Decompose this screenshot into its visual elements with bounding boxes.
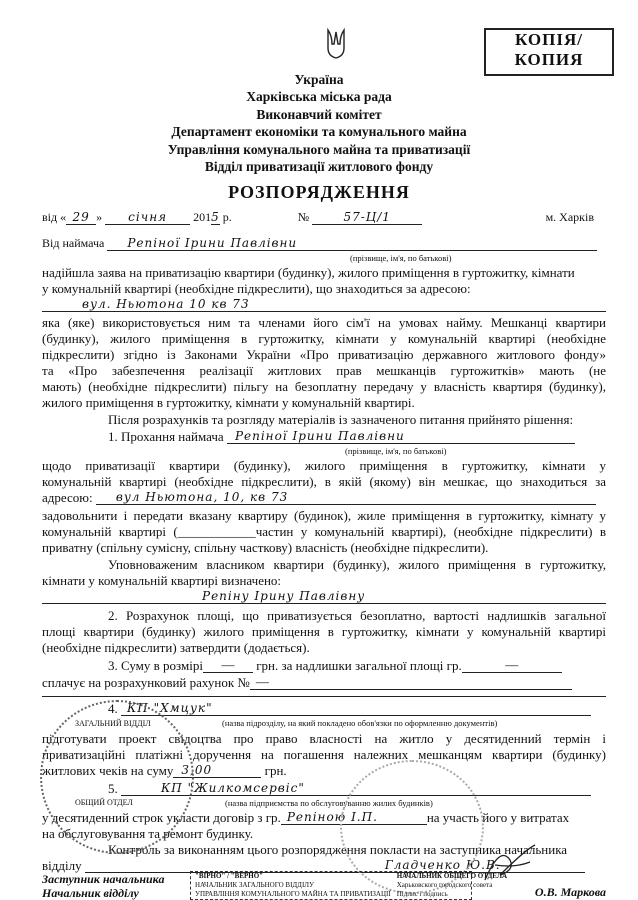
date-line: від « 29 » січня 2015 р. № 57-Ц/1 м. Харків bbox=[42, 210, 594, 224]
head-signature: Начальник відділу bbox=[42, 886, 139, 900]
address-2: вул Ньютона, 10, кв 73 bbox=[96, 490, 596, 505]
document-title: РОЗПОРЯДЖЕННЯ bbox=[228, 182, 410, 202]
header-office: Управління комунального майна та приватизації bbox=[167, 142, 471, 157]
blank-rule bbox=[42, 696, 606, 697]
order-number: 57-Ц/1 bbox=[312, 210, 422, 225]
control-person-line: відділу Гладченко Ю.В. bbox=[42, 858, 606, 873]
copy-stamp: КОПІЯ/ КОПИЯ bbox=[484, 28, 614, 76]
header-division: Відділ приватизації житлового фонду bbox=[204, 159, 434, 174]
item5-line: 5. КП "Жилкомсервіс" bbox=[108, 781, 606, 796]
item4-line: 4. КП "Хмцук" bbox=[108, 701, 606, 716]
header-country: Україна bbox=[294, 72, 344, 87]
signatory-name: О.В. Маркова bbox=[534, 885, 606, 899]
handwritten-signature-icon bbox=[480, 840, 540, 885]
trident-emblem-icon bbox=[326, 28, 346, 60]
sum-value: 3,00 bbox=[173, 763, 261, 778]
applicant-line: Від наймача Репіної Ірини Павлівни bbox=[42, 236, 606, 251]
item3-line: 3. Суму в розмірі — грн. за надлишки загальної площі гр. — bbox=[108, 657, 606, 673]
deputy-signature: Заступник начальника bbox=[42, 872, 165, 886]
item1-line: 1. Прохання наймача Репіної Ірини Павлівни bbox=[108, 429, 606, 444]
seal-text-1: ЗАГАЛЬНИЙ ВІДДІЛ bbox=[75, 719, 151, 728]
address-1: вул. Ньютона 10 кв 73 bbox=[42, 297, 606, 312]
owner-name: Репіну Ірину Павлівну bbox=[42, 589, 606, 604]
header-council: Харківська міська рада bbox=[246, 89, 392, 104]
header-committee: Виконавчий комітет bbox=[256, 107, 382, 122]
certified-copy-stamp: "ВІРНО" / "ВЕРНО" НАЧАЛЬНИК ЗАГАЛЬНОГО ВІДДІЛУ УПРАВЛІННЯ КОМУНАЛЬНОГО МАЙНА ТА ПРИВАТИЗАЦІЇ НАЧАЛЬНИК ОБЩЕГО ОТДЕЛА Харьковского городского совета Підпис і подпись bbox=[190, 871, 472, 900]
header-department: Департамент економіки та комунального майна bbox=[171, 124, 467, 139]
seal-text-2: ОБЩИЙ ОТДЕЛ bbox=[75, 798, 133, 807]
